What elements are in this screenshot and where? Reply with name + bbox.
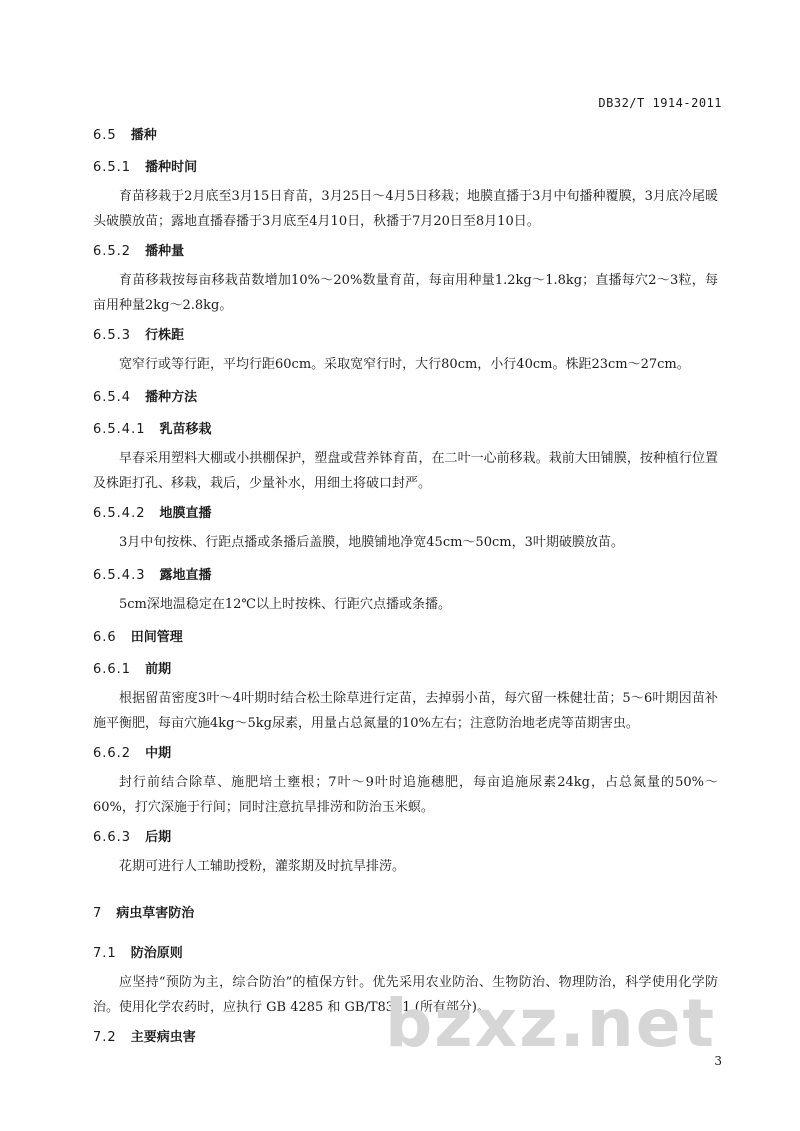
watermark: bzxz.net [385, 985, 717, 1062]
paragraph-row-spacing: 宽窄行或等行距，平均行距60cm。采取宽窄行时，大行80cm，小行40cm。株距23cm～27cm。 [119, 357, 690, 372]
paragraph-sowing-time: 育苗移栽于2月底至3月15日育苗，3月25日～4月5日移栽；地膜直播于3月中旬播种覆膜，3月底冷尾暖头破膜放苗；露地直播春播于3月底至4月10日，秋播于7月20日至8月10日。 [93, 189, 718, 229]
heading-6-5-2: 6.5.2 播种量 [93, 244, 185, 259]
heading-6-5-1: 6.5.1 播种时间 [93, 160, 198, 175]
paragraph-late-stage: 花期可进行人工辅助授粉，灌浆期及时抗旱排涝。 [119, 859, 406, 874]
heading-6-5-4-1: 6.5.4.1 乳苗移栽 [93, 422, 212, 437]
paragraph-control-principle: 应坚持“预防为主，综合防治”的植保方针。优先采用农业防治、生物防治、物理防治，科学使用化学防治。使用化学农药时，应执行 GB 4285 和 GB/T8321 (所有部分)。 [93, 975, 718, 1015]
heading-6-5-4-3: 6.5.4.3 露地直播 [93, 568, 212, 583]
paragraph-early-stage: 根据留苗密度3叶～4叶期时结合松土除草进行定苗，去掉弱小苗，每穴留一株健壮苗；5～6叶期因苗补施平衡肥，每亩穴施4kg～5kg尿素，用量占总氮量的10%左右；注意防治地老虎等苗期害虫。 [93, 691, 718, 731]
heading-6-6-3: 6.6.3 后期 [93, 830, 172, 845]
paragraph-middle-stage: 封行前结合除草、施肥培土壅根；7叶～9叶时追施穗肥，每亩追施尿素24kg，占总氮量的50%～60%，打穴深施于行间；同时注意抗旱排涝和防治玉米螟。 [93, 775, 718, 815]
paragraph-seed-rate: 育苗移栽按每亩移栽苗数增加10%～20%数量育苗，每亩用种量1.2kg～1.8kg；直播每穴2～3粒，每亩用种量2kg～2.8kg。 [93, 273, 718, 313]
paragraph-open-field-seeding: 5cm深地温稳定在12℃以上时按株、行距穴点播或条播。 [119, 597, 451, 612]
heading-6-6-2: 6.6.2 中期 [93, 746, 172, 761]
heading-6-5-4-2: 6.5.4.2 地膜直播 [93, 506, 212, 521]
heading-6-5-4: 6.5.4 播种方法 [93, 390, 198, 405]
heading-7-2: 7.2 主要病虫害 [93, 1030, 196, 1045]
heading-6-5: 6.5 播种 [93, 128, 157, 143]
heading-7: 7 病虫草害防治 [93, 906, 195, 921]
heading-6-5-3: 6.5.3 行株距 [93, 328, 185, 343]
page-number: 3 [714, 1054, 722, 1068]
paragraph-film-direct-seeding: 3月中旬按株、行距点播或条播后盖膜，地膜铺地净宽45cm～50cm，3叶期破膜放苗。 [119, 535, 624, 550]
document-code: DB32/T 1914-2011 [598, 96, 722, 110]
paragraph-seedling-transplant: 早春采用塑料大棚或小拱棚保护，塑盘或营养钵育苗，在二叶一心前移栽。栽前大田铺膜，按种植行位置及株距打孔、移栽，栽后，少量补水，用细土将破口封严。 [93, 451, 718, 491]
heading-6-6: 6.6 田间管理 [93, 630, 183, 645]
heading-7-1: 7.1 防治原则 [93, 946, 183, 961]
heading-6-6-1: 6.6.1 前期 [93, 662, 172, 677]
